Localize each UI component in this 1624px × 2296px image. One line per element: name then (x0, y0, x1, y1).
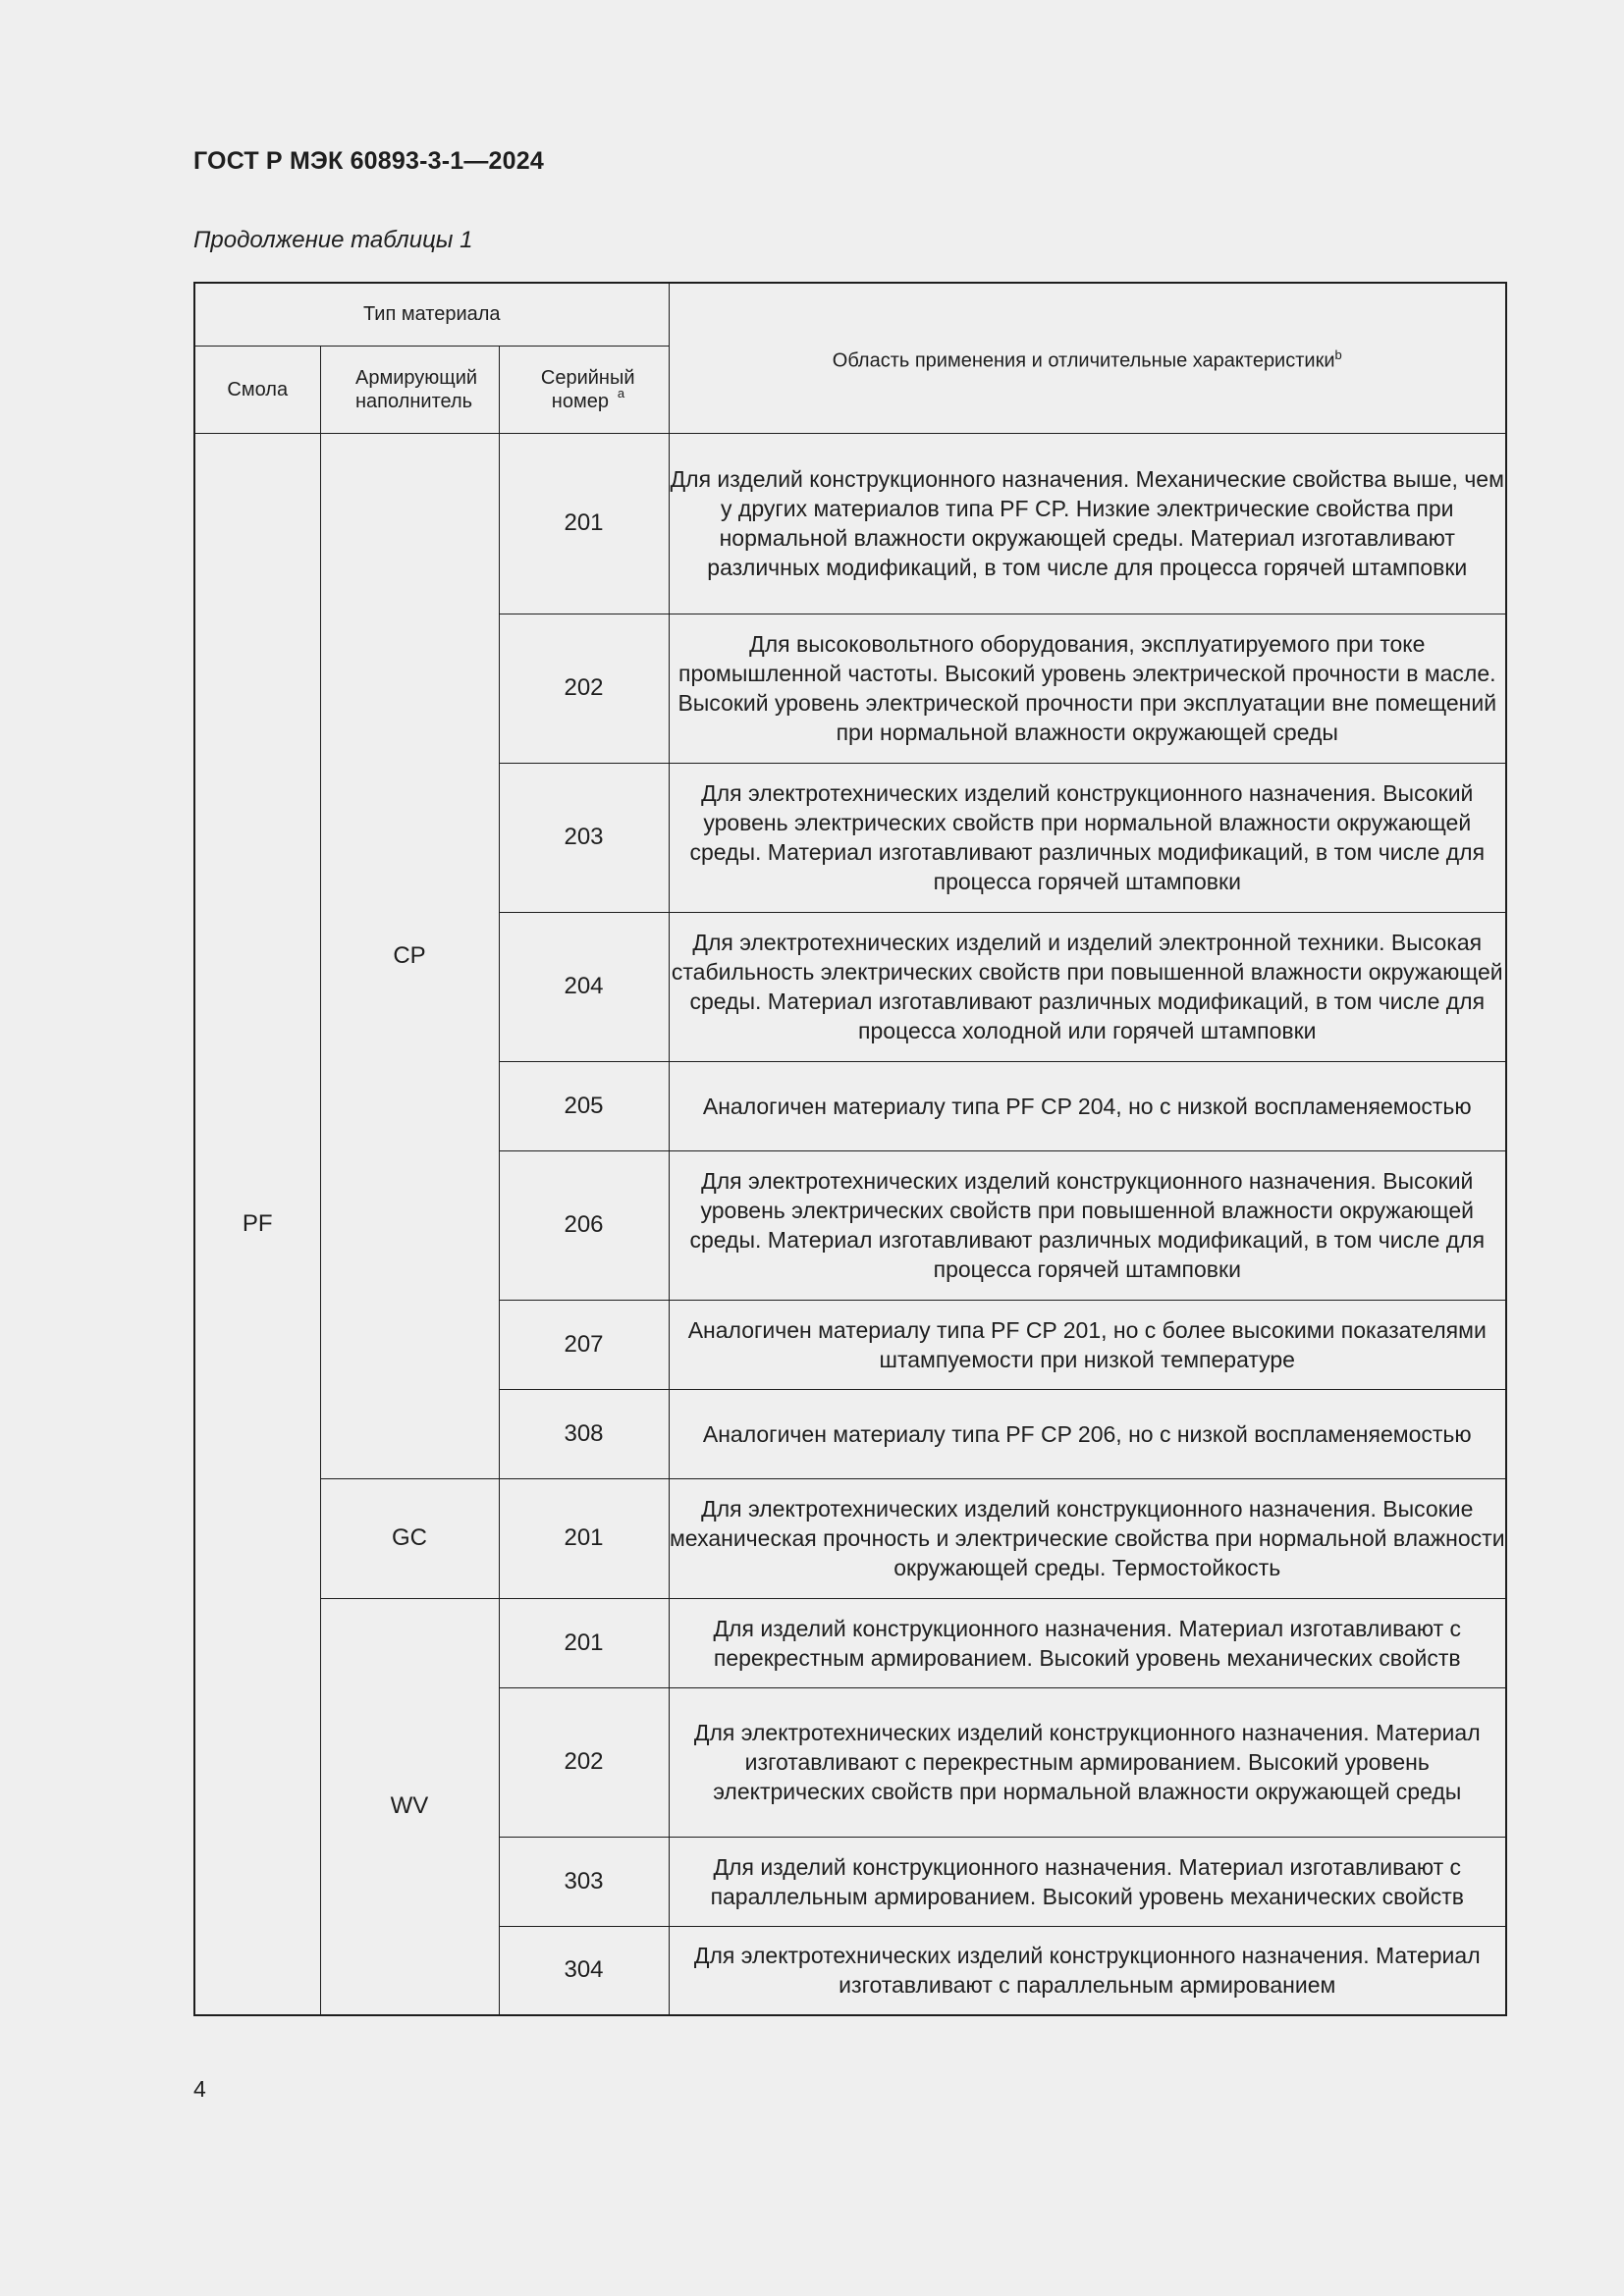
header-reinforcement (320, 346, 499, 433)
footnote-b-marker: b (1334, 347, 1342, 362)
serial-cell: 308 (499, 1389, 669, 1478)
standard-title: ГОСТ Р МЭК 60893-3-1—2024 (193, 147, 544, 175)
header-serial (499, 346, 669, 433)
serial-cell: 207 (499, 1300, 669, 1389)
table-row (194, 433, 1506, 614)
description-cell: Для изделий конструкционного назначения. Материал изготавливают с параллельным армированием. Высокий уровень механических свойств (669, 1837, 1506, 1926)
table-caption: Продолжение таблицы 1 (193, 227, 473, 253)
serial-cell: 303 (499, 1837, 669, 1926)
filler-cell-gc (320, 1478, 499, 1598)
description-cell: Для изделий конструкционного назначения. Механические свойства выше, чем у других материалов типа PF CP. Низкие электрические свойства при нормальной влажности окружающей среды. Материал изготавливают различных модификаций, в том числе для процесса горячей штамповки (669, 433, 1506, 614)
table-body (194, 433, 1506, 2015)
serial-cell: 203 (499, 763, 669, 912)
serial-cell: 206 (499, 1150, 669, 1300)
footnote-a-marker: a (617, 385, 625, 400)
description-cell: Аналогичен материалу типа PF CP 206, но с низкой воспламеняемостью (669, 1389, 1506, 1478)
description-cell: Для электротехнических изделий конструкционного назначения. Высокий уровень электрических свойств при повышенной влажности окружающей среды. Материал изготавливают различных модификаций, в том числе для процесса горячей штамповки (669, 1150, 1506, 1300)
header-resin-label: Смола (227, 378, 289, 400)
description-cell: Аналогичен материалу типа PF CP 201, но с более высокими показателями штампуемости при низкой температуре (669, 1300, 1506, 1389)
resin-value: PF (242, 1209, 273, 1237)
filler-cell-cp (320, 433, 499, 1478)
description-cell: Для электротехнических изделий конструкционного назначения. Материал изготавливают с параллельным армированием (669, 1926, 1506, 2015)
description-cell: Для высоковольтного оборудования, эксплуатируемого при токе промышленной частоты. Высокий уровень электрической прочности в масле. Высокий уровень электрической прочности при эксплуатации вне помещений при нормальной влажности окружающей среды (669, 614, 1506, 763)
header-resin (194, 346, 320, 433)
description-cell: Для электротехнических изделий конструкционного назначения. Высокие механическая прочность и электрические свойства при нормальной влажности окружающей среды. Термостойкость (669, 1478, 1506, 1598)
description-cell: Для изделий конструкционного назначения. Материал изготавливают с перекрестным армированием. Высокий уровень механических свойств (669, 1598, 1506, 1687)
header-application-label: Область применения и отличительные характеристики (832, 349, 1335, 372)
filler-value: GC (392, 1524, 427, 1551)
header-material-type-label: Тип материала (362, 303, 501, 326)
page-number: 4 (193, 2076, 206, 2102)
description-cell: Для электротехнических изделий конструкционного назначения. Высокий уровень электрических свойств при нормальной влажности окружающей среды. Материал изготавливают различных модификаций, в том числе для процесса горячей штамповки (669, 763, 1506, 912)
serial-cell: 201 (499, 1598, 669, 1687)
header-application (669, 283, 1506, 433)
filler-value: CP (393, 941, 426, 969)
header-serial-label: Серийный номер (540, 366, 635, 412)
description-cell: Аналогичен материалу типа PF CP 204, но с низкой воспламеняемостью (669, 1061, 1506, 1150)
filler-value: WV (390, 1792, 429, 1820)
serial-cell: 204 (499, 912, 669, 1061)
serial-cell: 202 (499, 1687, 669, 1837)
materials-table (193, 282, 1507, 2016)
serial-cell: 201 (499, 433, 669, 614)
description-cell: Для электротехнических изделий и изделий электронной техники. Высокая стабильность электрических свойств при повышенной влажности окружающей среды. Материал изготавливают различных модификаций, в том числе для процесса холодной или горячей штамповки (669, 912, 1506, 1061)
table-row (194, 1598, 1506, 1687)
resin-cell (194, 433, 320, 2015)
serial-cell: 201 (499, 1478, 669, 1598)
filler-cell-wv (320, 1598, 499, 2015)
serial-cell: 205 (499, 1061, 669, 1150)
serial-cell: 202 (499, 614, 669, 763)
table-header (194, 283, 1506, 433)
description-cell: Для электротехнических изделий конструкционного назначения. Материал изготавливают с перекрестным армированием. Высокий уровень электрических свойств при нормальной влажности окружающей среды (669, 1687, 1506, 1837)
header-material-type (194, 283, 669, 346)
header-reinforcement-label: Армирующий наполнитель (355, 366, 478, 412)
table-row (194, 1478, 1506, 1598)
serial-cell: 304 (499, 1926, 669, 2015)
